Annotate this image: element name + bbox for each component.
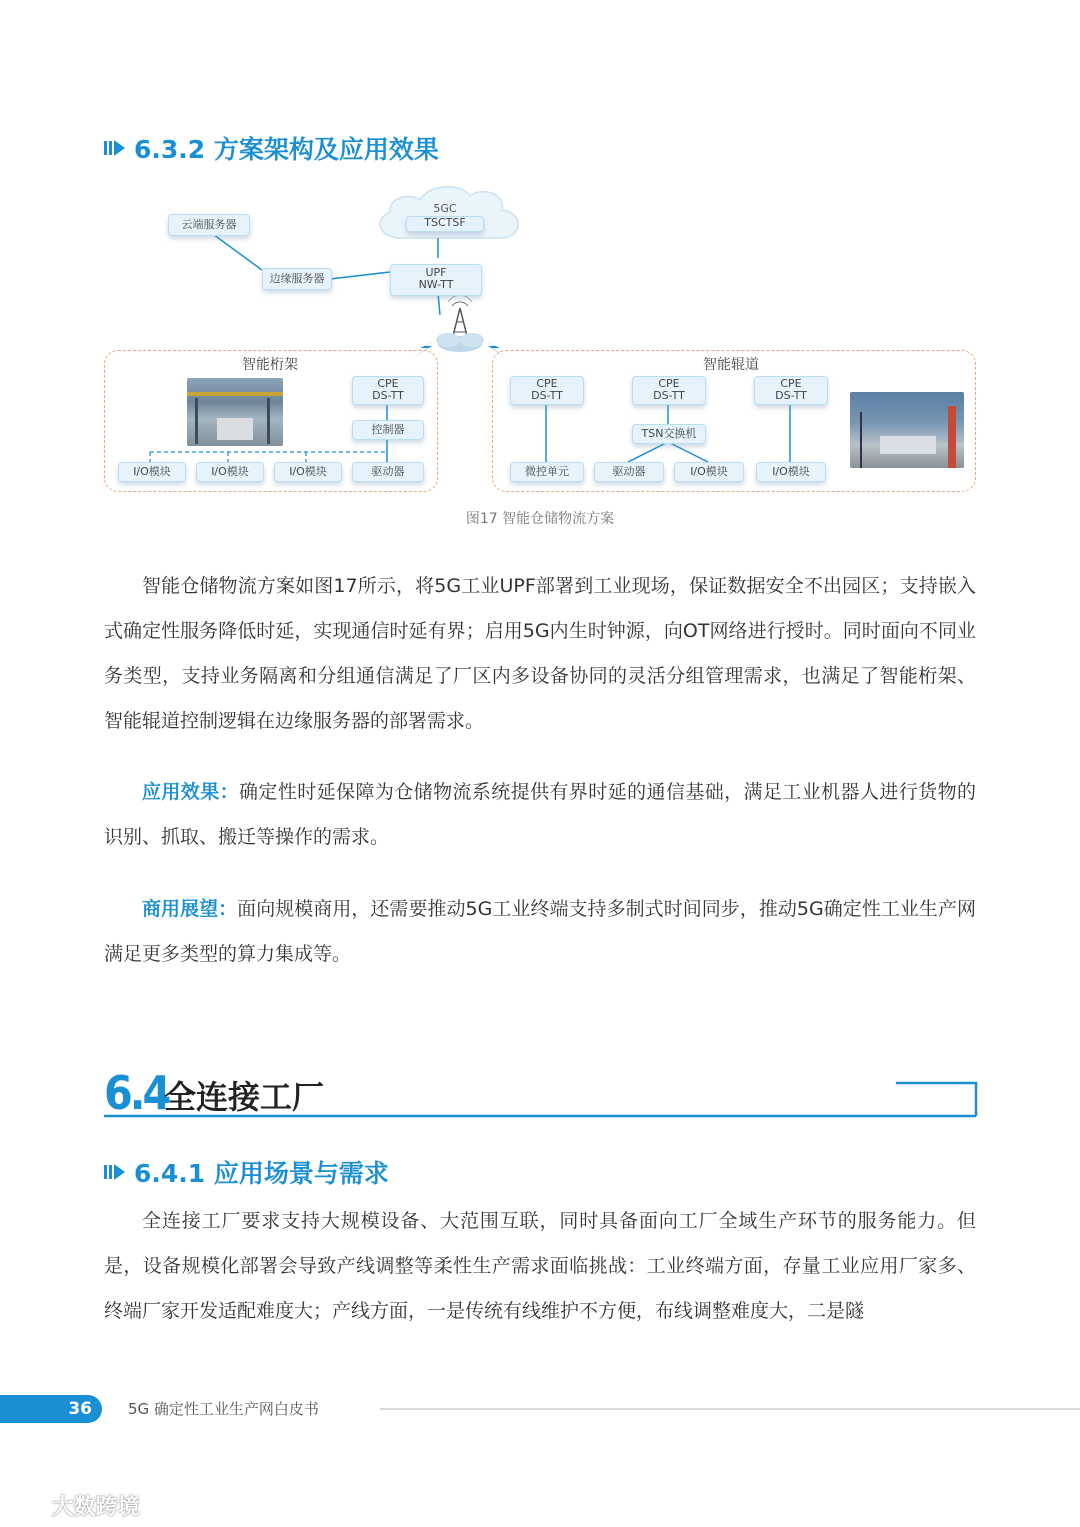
cpe-box-b: CPE DS-TT bbox=[632, 376, 706, 405]
section-641-title: 6.4.1 应用场景与需求 bbox=[134, 1159, 389, 1188]
effect-lead: 应用效果： bbox=[142, 781, 240, 803]
cloud-server-box: 云端服务器 bbox=[168, 214, 250, 236]
driver-box-left: 驱动器 bbox=[352, 462, 424, 482]
io-module-box-right-2: I/O模块 bbox=[756, 462, 826, 482]
cloud-label-5gc: 5GC bbox=[433, 202, 457, 215]
controller-box: 控制器 bbox=[352, 420, 424, 440]
watermark: 大数跨境 bbox=[10, 1490, 140, 1521]
section-64-rule bbox=[104, 1080, 978, 1120]
effect-paragraph bbox=[104, 770, 976, 860]
upf-box: UPF NW-TT bbox=[390, 264, 482, 296]
architecture-diagram bbox=[0, 180, 1080, 510]
io-module-box-3: I/O模块 bbox=[274, 462, 342, 482]
tsctsf-box: TSCTSF bbox=[406, 216, 484, 232]
tsn-switch-box: TSN交换机 bbox=[632, 424, 706, 444]
zone-smart-roller-title: 智能辊道 bbox=[703, 357, 759, 373]
paragraph-1: 智能仓储物流方案如图17所示，将5G工业UPF部署到工业现场，保证数据安全不出园区；支持嵌入式确定性服务降低时延，实现通信时延有界；启用5G内生时钟源，向OT网络进行授时。同时面向不同业务类型，支持业务隔离和分组通信满足了厂区内多设备协同的灵活分组管理需求，也满足了智能桁架、智能辊道控制逻辑在边缘服务器的部署需求。 bbox=[104, 575, 976, 732]
io-module-box-2: I/O模块 bbox=[196, 462, 264, 482]
figure-caption: 图17 智能仓储物流方案 bbox=[465, 511, 615, 527]
edge-server-box: 边缘服务器 bbox=[262, 268, 332, 290]
watermark-logo-icon bbox=[10, 1497, 44, 1519]
outlook-text: 面向规模商用，还需要推动5G工业终端支持多制式时间同步，推动5G确定性工业生产网满足更多类型的算力集成等。 bbox=[104, 898, 976, 965]
footer-title: 5G 确定性工业生产网白皮书 bbox=[128, 1400, 319, 1418]
chevron-right-icon bbox=[104, 1162, 126, 1182]
cpe-box-a: CPE DS-TT bbox=[510, 376, 584, 405]
zone-smart-truss-title: 智能桁架 bbox=[242, 357, 298, 373]
left-cpe-box: CPE DS-TT bbox=[352, 376, 424, 405]
section-heading-632 bbox=[104, 130, 439, 166]
outlook-lead: 商用展望： bbox=[142, 898, 238, 920]
tower-icon bbox=[436, 295, 484, 352]
footer-divider bbox=[380, 1408, 1080, 1410]
section-632-title: 6.3.2 方案架构及应用效果 bbox=[134, 135, 439, 164]
driver-box-right: 驱动器 bbox=[594, 462, 664, 482]
io-module-box-right-1: I/O模块 bbox=[674, 462, 744, 482]
chevron-right-icon bbox=[104, 138, 126, 158]
paragraph-2: 全连接工厂要求支持大规模设备、大范围互联，同时具备面向工厂全域生产环节的服务能力。但是，设备规模化部署会导致产线调整等柔性生产需求面临挑战：工业终端方面，存量工业应用厂家多、终端厂家开发适配难度大；产线方面，一是传统有线维护不方便，布线调整难度大，二是隧 bbox=[104, 1210, 976, 1322]
section-64-number: 6.4 bbox=[104, 1066, 169, 1120]
truss-photo bbox=[187, 378, 283, 446]
micro-control-unit-box: 微控单元 bbox=[510, 462, 584, 482]
roller-photo bbox=[850, 392, 964, 468]
section-heading-641 bbox=[104, 1154, 389, 1190]
cpe-box-c: CPE DS-TT bbox=[754, 376, 828, 405]
outlook-paragraph bbox=[104, 887, 976, 977]
page-number-badge: 36 bbox=[0, 1395, 102, 1423]
io-module-box-1: I/O模块 bbox=[118, 462, 186, 482]
section-64-title: 全连接工厂 bbox=[164, 1078, 325, 1116]
effect-text: 确定性时延保障为仓储物流系统提供有界时延的通信基础，满足工业机器人进行货物的识别、抓取、搬迁等操作的需求。 bbox=[104, 781, 976, 848]
